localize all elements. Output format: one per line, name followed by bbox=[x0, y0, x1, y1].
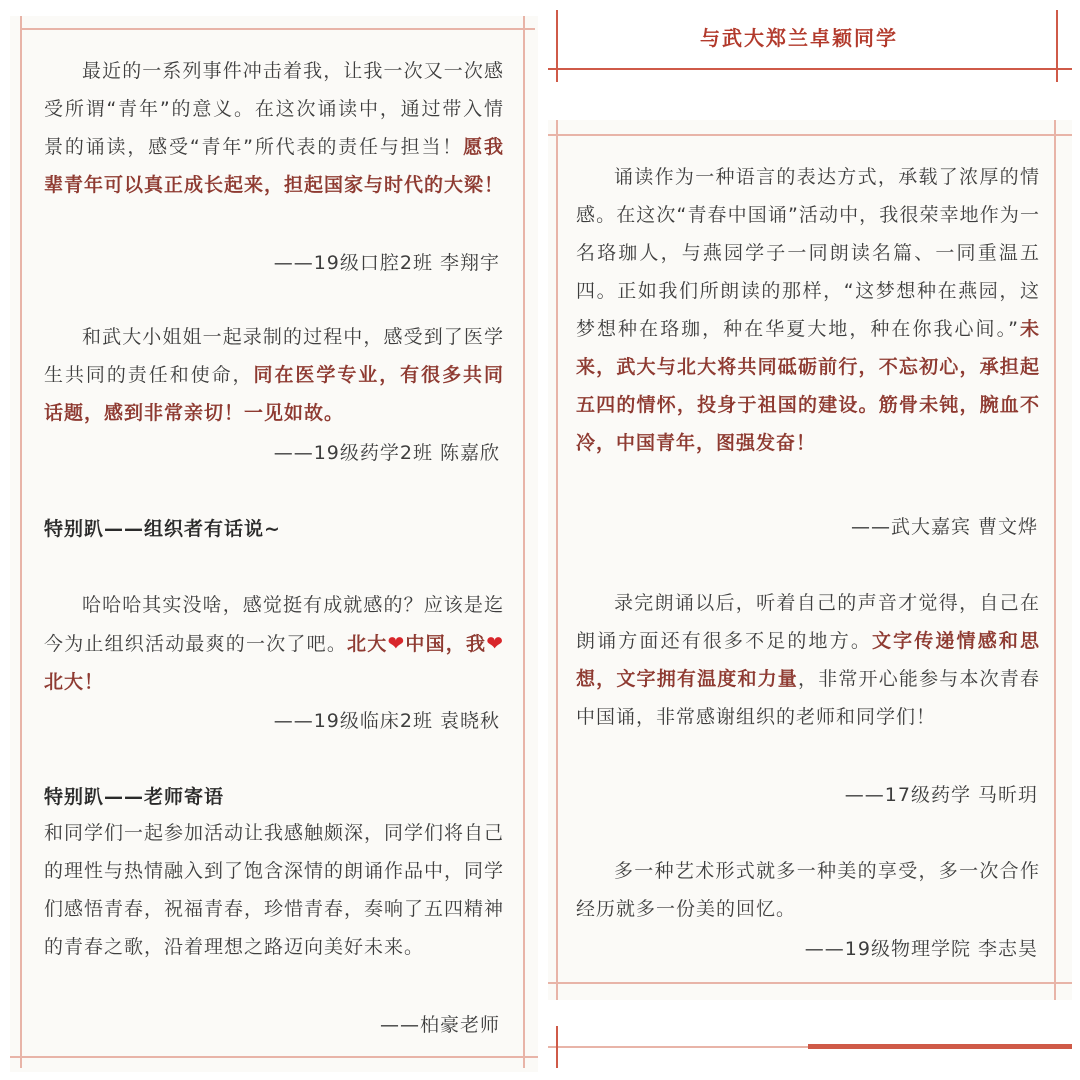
left-frame-top bbox=[20, 28, 535, 30]
left-signature-3: ——19级临床2班 袁晓秋 bbox=[273, 710, 500, 732]
right-signature-2: ——17级药学 马昕玥 bbox=[844, 784, 1038, 806]
left-p3-hl-a: 北大 bbox=[347, 633, 388, 655]
right-signature-3: ——19级物理学院 李志昊 bbox=[804, 938, 1038, 960]
organizer-heading: 特别趴——组织者有话说~ bbox=[44, 518, 281, 540]
left-p2-text: 和武大小姐姐一起录制的过程中，感受到了医学生共同的责任和使命， bbox=[44, 326, 504, 386]
title-underline bbox=[548, 68, 1072, 70]
teacher-heading: 特别趴——老师寄语 bbox=[44, 786, 225, 808]
right-p2-text-a: 录完朗诵以后，听着自己的声音才觉得，自己在朗诵方面还有很多不足的地方。 bbox=[576, 592, 1040, 652]
right-paragraph-1 bbox=[576, 158, 1040, 462]
left-signature-2: ——19级药学2班 陈嘉欣 bbox=[273, 442, 500, 464]
left-p1-text: 最近的一系列事件冲击着我，让我一次又一次感受所谓“青年”的意义。在这次诵读中，通过带入情景的诵读，感受“青年”所代表的责任与担当！ bbox=[44, 60, 504, 158]
bottom-tick-left bbox=[556, 1026, 558, 1068]
left-frame-left bbox=[20, 16, 22, 1068]
right-frame-bottom bbox=[548, 982, 1072, 984]
left-signature-4: ——柏豪老师 bbox=[379, 1014, 500, 1036]
right-p3-text: 多一种艺术形式就多一种美的享受，多一次合作经历就多一份美的回忆。 bbox=[576, 860, 1040, 920]
left-p3-hl-c: 北大！ bbox=[44, 671, 105, 693]
left-signature-1: ——19级口腔2班 李翔宇 bbox=[273, 252, 500, 274]
bottom-rule-accent bbox=[808, 1044, 1072, 1049]
heart-icon: ❤ bbox=[387, 631, 406, 655]
right-frame-left bbox=[556, 120, 558, 1000]
left-p1-highlight: 愿我辈青年可以真正成长起来，担起国家与时代的大梁！ bbox=[44, 136, 505, 196]
left-p4-text: 和同学们一起参加活动让我感触颇深，同学们将自己的理性与热情融入到了饱含深情的朗诵作品中，同学们感悟青春，祝福青春，珍惜青春，奏响了五四精神的青春之歌，沿着理想之路迈向美好未来。 bbox=[44, 822, 505, 958]
right-frame-right bbox=[1054, 120, 1056, 1000]
left-p3-hl-b: 中国，我 bbox=[405, 633, 487, 655]
right-p1-text: 诵读作为一种语言的表达方式，承载了浓厚的情感。在这次“青春中国诵”活动中，我很荣幸地作为一名珞珈人，与燕园学子一同朗读名篇、一同重温五四。正如我们所朗读的那样，“这梦想种在燕园，这梦想种在珞珈，种在华夏大地，种在你我心间。” bbox=[576, 166, 1040, 340]
left-paragraph-1 bbox=[44, 52, 504, 204]
left-paragraph-4 bbox=[44, 814, 504, 966]
title-frame-right bbox=[1056, 10, 1058, 82]
right-p2-text-b: ，非常开心能参与本次青春中国诵，非常感谢组织的老师和同学们！ bbox=[576, 668, 1040, 728]
left-frame-right bbox=[523, 16, 525, 1068]
left-p3-text: 哈哈哈其实没啥，感觉挺有成就感的？应该是迄今为止组织活动最爽的一次了吧。 bbox=[44, 594, 504, 655]
left-paragraph-3 bbox=[44, 586, 504, 701]
left-frame-bottom bbox=[10, 1056, 538, 1058]
right-signature-1: ——武大嘉宾 曹文烨 bbox=[850, 516, 1038, 538]
right-frame-top bbox=[548, 134, 1072, 136]
right-paragraph-3 bbox=[576, 852, 1040, 928]
right-paragraph-2 bbox=[576, 584, 1040, 736]
section-title: 与武大郑兰卓颖同学 bbox=[700, 26, 898, 50]
left-paragraph-2 bbox=[44, 318, 504, 432]
right-p2-highlight: 文字传递情感和思想，文字拥有温度和力量 bbox=[576, 630, 1040, 690]
left-p2-highlight: 同在医学专业，有很多共同话题，感到非常亲切！一见如故。 bbox=[44, 364, 504, 424]
right-p1-highlight: 未来，武大与北大将共同砥砺前行，不忘初心，承担起五四的情怀，投身于祖国的建设。筋骨未钝，腕血不冷，中国青年，图强发奋！ bbox=[576, 318, 1040, 454]
title-frame-left bbox=[556, 10, 558, 82]
heart-icon: ❤ bbox=[486, 631, 504, 655]
